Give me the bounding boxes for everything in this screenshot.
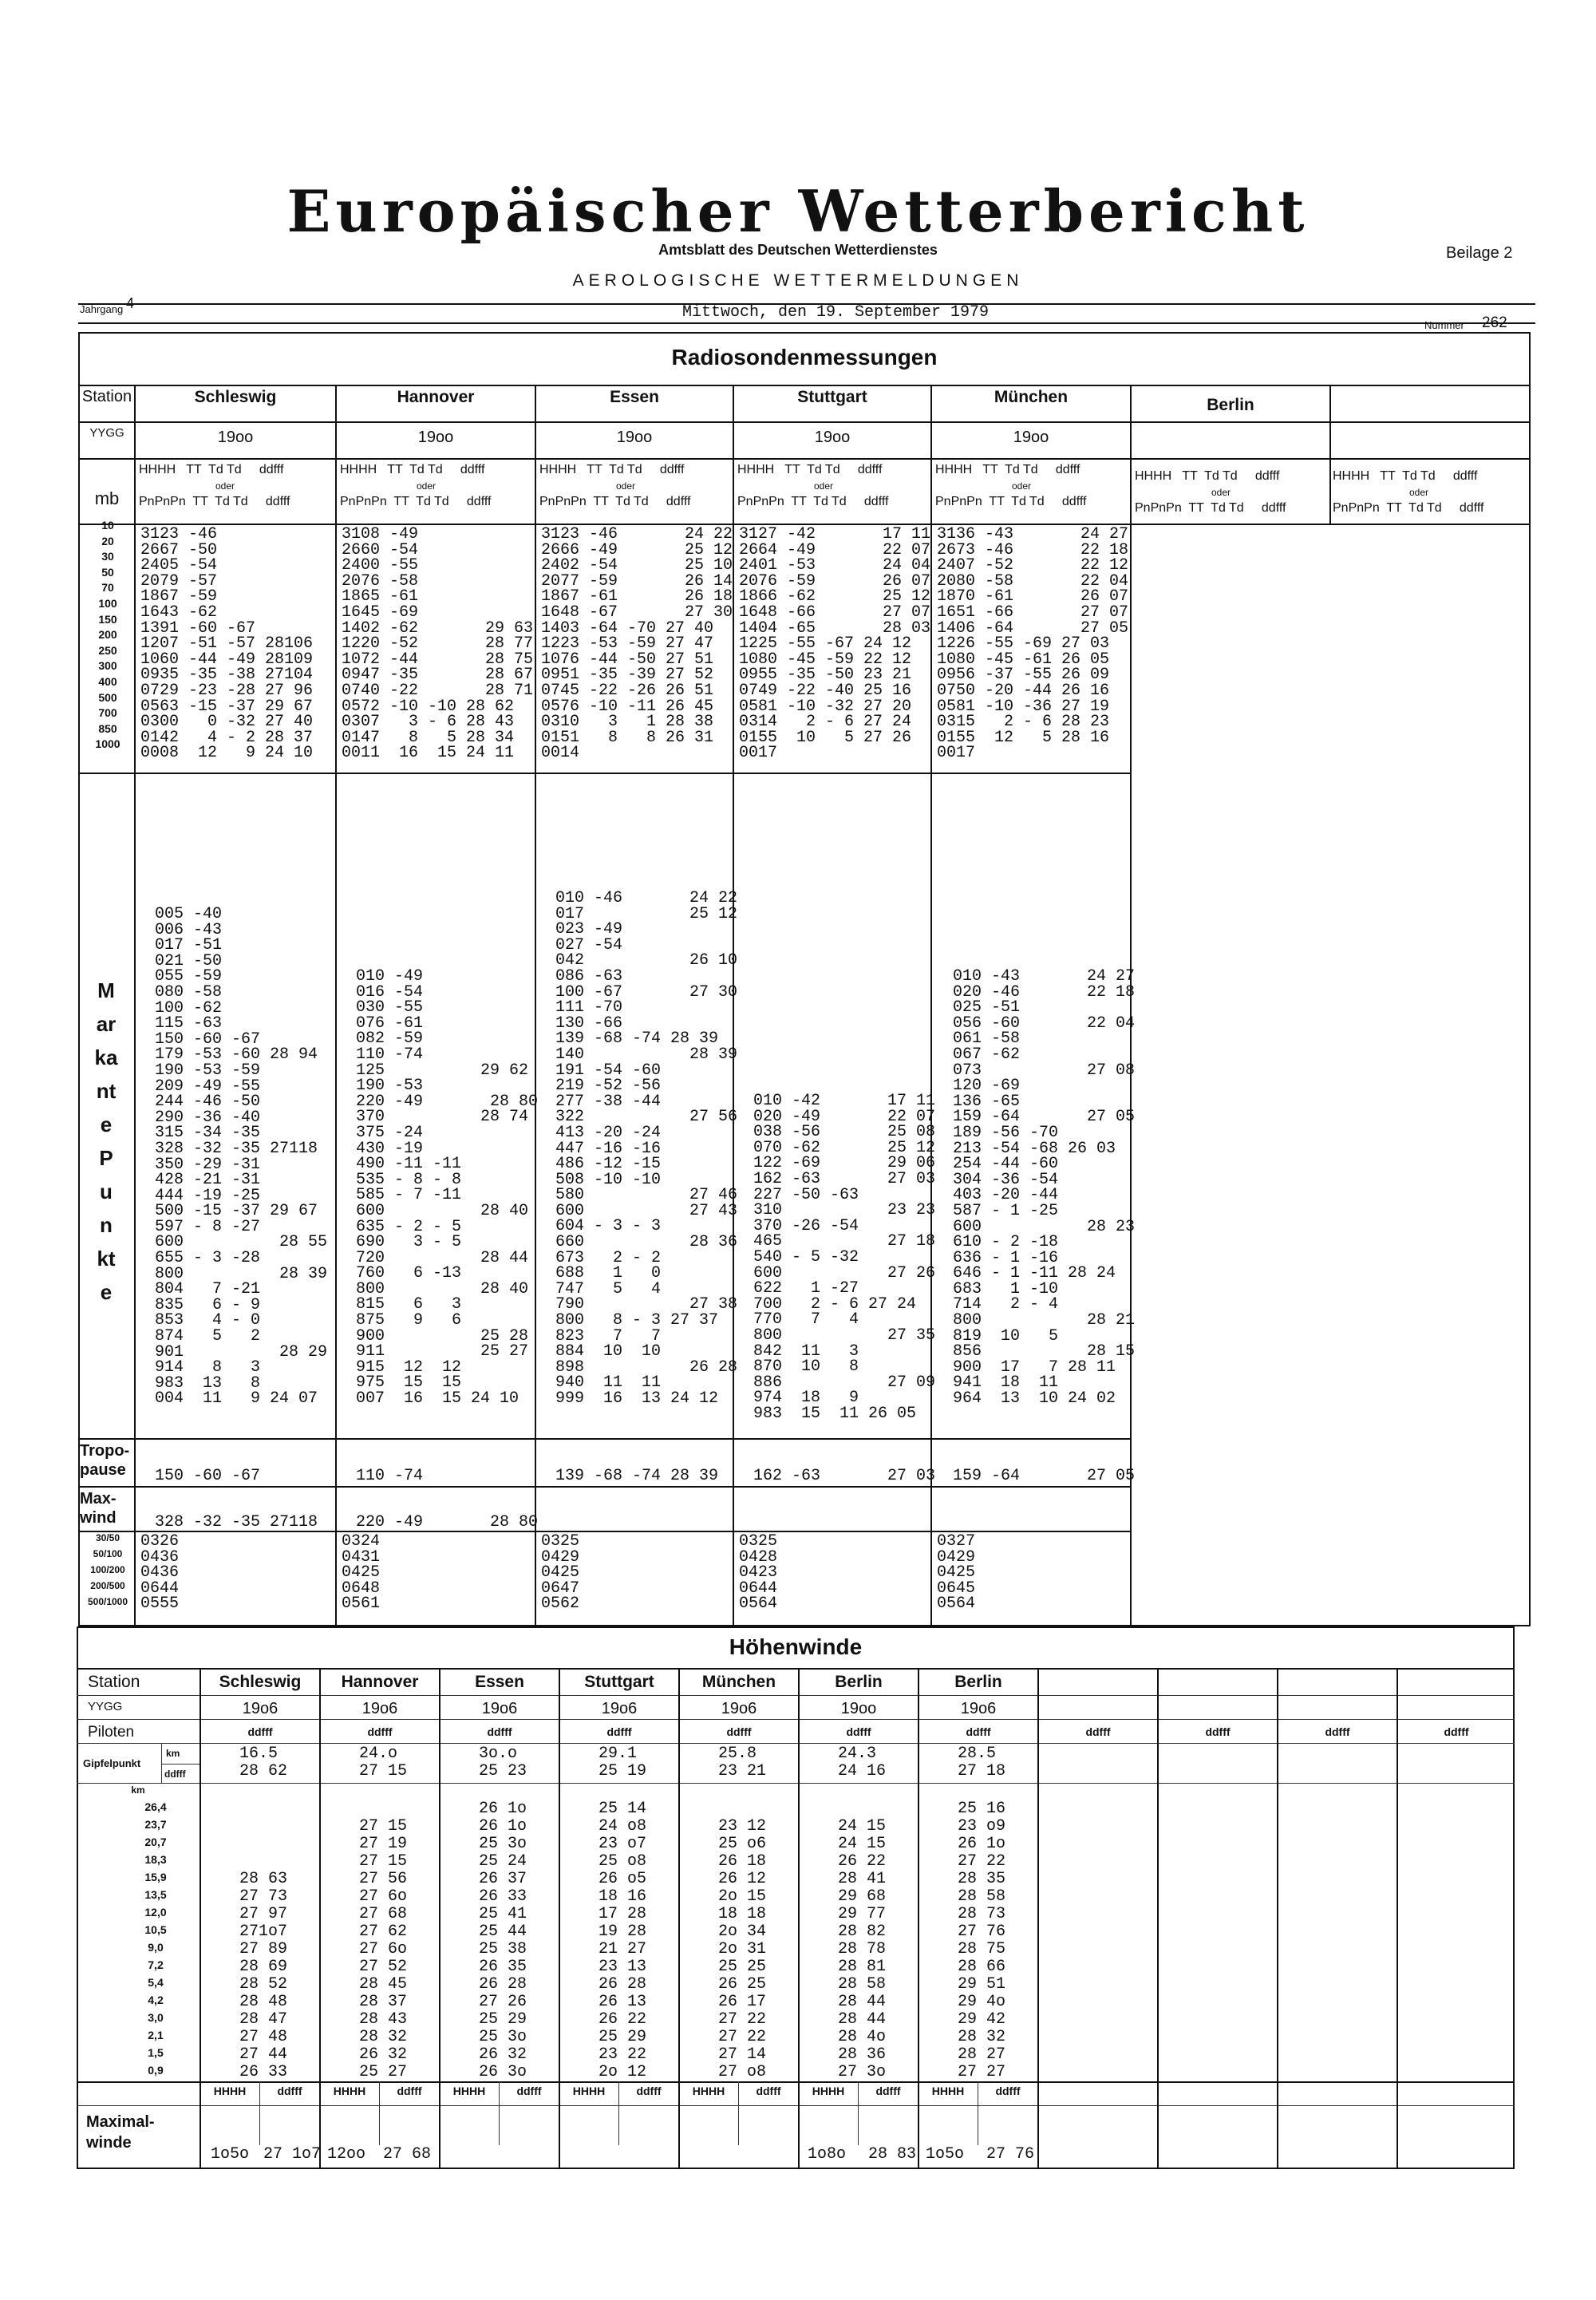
mark-data-schleswig: 005 -40 006 -43 017 -51 021 -50 055 -59 080 -58 100 -62 115 -63 150 -60 -67 179 -53 -60 28 94 190 -53 -59 209 -49 -55 244 -46 -50 290 -36 -40 315 -34 -35 328 -32 -35 27118 350 -29 -31 428 -21 -31 444 -19 -25 500 -15 -37 29 67 597 - 8 -27 600 28 55 655 - 3 -28 800 28 39 804 7 -21 835 6 - 9 853 4 - 0 874 5 2 901 28 29 914 8 3 983 13 8 004 11 9 24 07 xyxy=(155,905,328,1409)
mb-level: 50 xyxy=(101,566,114,579)
station-schleswig: Schleswig xyxy=(194,388,277,406)
section-line: AEROLOGISCHE WETTERMELDUNGEN xyxy=(572,271,1024,290)
hw-yygg: 19o6 xyxy=(481,1700,518,1717)
maxwind-h: 1o8o xyxy=(808,2145,847,2164)
km-level: 26,4 xyxy=(144,1800,167,1813)
rule xyxy=(77,1743,1515,1744)
mb-level: 70 xyxy=(101,581,114,594)
shear-level: 500/1000 xyxy=(87,1596,128,1607)
col-line xyxy=(161,1743,162,1783)
hw-piloten-label: Piloten xyxy=(88,1724,135,1741)
hw-hhhh-header: HHHH xyxy=(572,2085,606,2097)
col-header-oder: oder xyxy=(417,480,437,492)
maxwind-schleswig: 328 -32 -35 27118 xyxy=(155,1513,318,1531)
maxwind-hannover: 220 -49 28 80 xyxy=(356,1513,539,1531)
col-header: HHHH TT Td Td ddfff xyxy=(737,463,883,476)
jahrgang-label: Jahrgang xyxy=(80,303,124,315)
gipfel-km: 24.3 xyxy=(838,1745,877,1763)
hw-ddfff-header: ddfff xyxy=(397,2085,422,2097)
station-stuttgart: Stuttgart xyxy=(797,388,867,406)
mb-level: 30 xyxy=(101,550,114,563)
hw-ddfff-header: ddfff xyxy=(726,1725,752,1738)
yygg-label: YYGG xyxy=(89,426,124,440)
winds-hannover: 27 15 27 19 27 15 27 56 27 6o 27 68 27 62 27 6o 27 52 28 45 28 37 28 43 28 32 26 32 25 27 xyxy=(359,1817,408,2081)
gipfel-dd: 27 18 xyxy=(958,1762,1006,1780)
hoehenwinde-title: Höhenwinde xyxy=(729,1634,863,1659)
shear-muenchen: 0327 0429 0425 0645 0564 xyxy=(937,1532,976,1614)
mark-data-essen: 010 -46 24 22 017 25 12 023 -49 027 -54 042 26 10 086 -63 100 -67 27 30 111 -70 130 -66 139 -68 -74 28 39 140 28 39 191 -54 -60 219 -52 -56 277 -38 -44 322 27 56 413 -20 -24 447 -16 -16 486 -12 -15 508 -10 -10 580 27 46 600 27 43 604 - 3 - 3 660 28 36 673 2 - 2 688 1 0 747 5 4 790 27 38 800 8 - 3 27 37 823 7 7 884 10 10 898 26 28 940 11 11 999 16 13 24 12 xyxy=(555,889,738,1408)
km-level: 2,1 xyxy=(148,2029,164,2041)
col-line xyxy=(930,385,932,1626)
hw-ddfff-header: ddfff xyxy=(1325,1725,1350,1738)
hw-ddfff-header: ddfff xyxy=(487,1725,512,1738)
rule xyxy=(77,2081,1515,2083)
hw-station: Schleswig xyxy=(219,1673,302,1691)
gipfel-dd: 28 62 xyxy=(239,1762,288,1780)
winds-schleswig: 28 63 27 73 27 97 271o7 27 89 28 69 28 52 28 48 28 47 27 48 27 44 26 33 xyxy=(239,1870,288,2081)
rule xyxy=(78,385,1531,386)
col-header: HHHH TT Td Td ddfff xyxy=(1135,469,1280,483)
rule xyxy=(78,1438,1130,1440)
gipfel-dd: 25 23 xyxy=(479,1762,527,1780)
winds-muenchen: 23 12 25 o6 26 18 26 12 2o 15 18 18 2o 34 2o 31 25 25 26 25 26 17 27 22 27 22 27 14 27 o8 xyxy=(718,1817,767,2081)
hw-station: Berlin xyxy=(954,1673,1002,1691)
markante-punkte-text: Markante Punkte xyxy=(94,978,118,1304)
col-header: PnPnPn TT Td Td ddfff xyxy=(737,495,889,508)
col-header: PnPnPn TT Td Td ddfff xyxy=(340,495,492,508)
rule xyxy=(77,1668,1515,1670)
mb-level: 850 xyxy=(98,722,117,735)
gipfel-km: 28.5 xyxy=(958,1745,997,1763)
tropo-stuttgart: 162 -63 27 03 xyxy=(753,1467,936,1485)
gipfel-km: 16.5 xyxy=(239,1745,279,1763)
yygg-value: 19oo xyxy=(1013,429,1049,446)
maxwind-d: 27 76 xyxy=(986,2145,1035,2164)
station-muenchen: München xyxy=(994,388,1069,406)
yygg-value: 19oo xyxy=(814,429,851,446)
col-header: PnPnPn TT Td Td ddfff xyxy=(1333,501,1484,515)
col-header: HHHH TT Td Td ddfff xyxy=(1333,469,1478,483)
mb-level: 20 xyxy=(101,535,114,547)
hw-hhhh-header: HHHH xyxy=(812,2085,845,2097)
mb-level: 1000 xyxy=(95,737,120,750)
col-header: PnPnPn TT Td Td ddfff xyxy=(139,495,290,508)
col-header: HHHH TT Td Td ddfff xyxy=(340,463,485,476)
maxwind-d: 27 1o7 xyxy=(263,2145,322,2164)
km-level: 15,9 xyxy=(144,1871,167,1883)
hw-yygg-label: YYGG xyxy=(88,1700,123,1713)
shear-level: 30/50 xyxy=(95,1532,120,1543)
col-header: PnPnPn TT Td Td ddfff xyxy=(539,495,691,508)
mb-level: 400 xyxy=(98,675,117,688)
hw-ddfff-header: ddfff xyxy=(875,2085,901,2097)
hw-gipfel-label: Gipfelpunkt xyxy=(83,1757,141,1769)
km-level: 1,5 xyxy=(148,2046,164,2059)
hw-yygg: 19o6 xyxy=(721,1700,757,1717)
hw-ddfff-header: ddfff xyxy=(1085,1725,1111,1738)
col-header-oder: oder xyxy=(1012,480,1032,492)
km-level: 9,0 xyxy=(148,1941,164,1954)
rule-bottom xyxy=(78,322,1535,324)
rule xyxy=(78,1486,1130,1488)
col-line xyxy=(858,2081,859,2145)
mark-data-stuttgart: 010 -42 17 11 020 -49 22 07 038 -56 25 08 070 -62 25 12 122 -69 29 06 162 -63 27 03 227 -50 -63 310 23 23 370 -26 -54 465 27 18 540 - 5 -32 600 27 26 622 1 -27 700 2 - 6 27 24 770 7 4 800 27 35 842 11 3 870 10 8 886 27 09 974 18 9 983 15 11 26 05 xyxy=(753,1092,936,1423)
station-berlin: Berlin xyxy=(1207,396,1254,414)
hw-maximal-label: Maximal-winde xyxy=(86,2113,155,2152)
hw-yygg: 19o6 xyxy=(361,1700,398,1717)
hw-ddfff-header: ddfff xyxy=(247,1725,273,1738)
nummer-value: 262 xyxy=(1482,314,1507,331)
yygg-value: 19oo xyxy=(417,429,454,446)
km-level: 5,4 xyxy=(148,1976,164,1989)
hw-ddfff-header: ddfff xyxy=(995,2085,1021,2097)
hw-hhhh-header: HHHH xyxy=(213,2085,247,2097)
tropo-schleswig: 150 -60 -67 xyxy=(155,1467,261,1485)
col-header: PnPnPn TT Td Td ddfff xyxy=(1135,501,1286,515)
nummer-label: Nummer xyxy=(1424,319,1464,331)
col-line xyxy=(1277,1668,1278,2169)
maxwind-label: Max-wind xyxy=(80,1490,117,1527)
shear-essen: 0325 0429 0425 0647 0562 xyxy=(541,1532,580,1614)
col-header: PnPnPn TT Td Td ddfff xyxy=(935,495,1087,508)
jahrgang-value: 4 xyxy=(126,295,135,311)
mb-level: 250 xyxy=(98,644,117,657)
hw-station: Hannover xyxy=(341,1673,419,1691)
hw-gipfel-km: km xyxy=(166,1748,180,1759)
shear-hannover: 0324 0431 0425 0648 0561 xyxy=(342,1532,381,1614)
col-line xyxy=(1396,1668,1398,2169)
col-line xyxy=(738,2081,739,2145)
shear-level: 50/100 xyxy=(93,1548,123,1559)
rule xyxy=(78,421,1531,423)
hw-ddfff-header: ddfff xyxy=(1444,1725,1469,1738)
hw-station: Berlin xyxy=(835,1673,883,1691)
km-level: 10,5 xyxy=(144,1923,167,1936)
shear-level: 200/500 xyxy=(90,1580,125,1591)
gipfel-dd: 23 21 xyxy=(718,1762,767,1780)
station-label: Station xyxy=(81,388,132,405)
gipfel-km: 24.o xyxy=(359,1745,398,1763)
hw-yygg: 19o6 xyxy=(960,1700,997,1717)
hw-ddfff-header: ddfff xyxy=(756,2085,781,2097)
hw-ddfff-header: ddfff xyxy=(606,1725,632,1738)
gipfel-dd: 25 19 xyxy=(598,1762,647,1780)
tropo-hannover: 110 -74 xyxy=(356,1467,424,1485)
standard-data-stuttgart: 3127 -42 17 11 2664 -49 22 07 2401 -53 24 04 2076 -59 26 07 1866 -62 25 12 1648 -66 27 07 1404 -65 28 03 1225 -55 -67 24 12 1080 -45 -59 22 12 0955 -35 -50 23 21 0749 -22 -40 25 16 0581 -10 -32 27 20 0314 2 - 6 27 24 0155 10 5 27 26 0017 xyxy=(739,525,931,763)
markante-punkte-label xyxy=(94,974,118,1309)
gipfel-dd: 24 16 xyxy=(838,1762,887,1780)
shear-schleswig: 0326 0436 0436 0644 0555 xyxy=(140,1532,180,1614)
mark-data-hannover: 010 -49 016 -54 030 -55 076 -61 082 -59 110 -74 125 29 62 190 -53 220 -49 28 80 370 28 74 375 -24 430 -19 490 -11 -11 535 - 8 - 8 585 - 7 -11 600 28 40 635 - 2 - 5 690 3 - 5 720 28 44 760 6 -13 800 28 40 815 6 3 875 9 6 900 25 28 911 25 27 915 12 12 975 15 15 007 16 15 24 10 xyxy=(356,967,539,1409)
col-header: HHHH TT Td Td ddfff xyxy=(935,463,1080,476)
col-line xyxy=(1037,1668,1039,2169)
newspaper-title: Europäischer Wetterbericht xyxy=(286,177,1310,245)
mb-label: mb xyxy=(94,488,120,508)
station-essen: Essen xyxy=(610,388,659,406)
hw-ddfff-header: ddfff xyxy=(516,2085,542,2097)
col-header-oder: oder xyxy=(215,480,235,492)
col-header-oder: oder xyxy=(616,480,636,492)
hw-ddfff-header: ddfff xyxy=(367,1725,393,1738)
hw-ddfff-header: ddfff xyxy=(966,1725,991,1738)
gipfel-km: 3o.o xyxy=(479,1745,518,1763)
standard-data-hannover: 3108 -49 2660 -54 2400 -55 2076 -58 1865 -61 1645 -69 1402 -62 29 63 1220 -52 28 77 1072 -44 28 75 0947 -35 28 67 0740 -22 28 71 0572 -10 -10 28 62 0307 3 - 6 28 43 0147 8 5 28 34 0011 16 15 24 11 xyxy=(342,525,534,763)
hw-ddfff-header: ddfff xyxy=(636,2085,662,2097)
winds-essen: 26 1o 26 1o 25 3o 25 24 26 37 26 33 25 41 25 44 25 38 26 35 26 28 27 26 25 29 25 3o 26 32 26 3o xyxy=(479,1800,527,2081)
standard-data-essen: 3123 -46 24 22 2666 -49 25 12 2402 -54 25 10 2077 -59 26 14 1867 -61 26 18 1648 -67 27 30 1403 -64 -70 27 40 1223 -53 -59 27 47 1076 -44 -50 27 51 0951 -35 -39 27 52 0745 -22 -26 26 51 0576 -10 -11 26 45 0310 3 1 28 38 0151 8 8 26 31 0014 xyxy=(541,525,733,763)
maxwind-h: 1o5o xyxy=(211,2145,250,2164)
hw-hhhh-header: HHHH xyxy=(692,2085,725,2097)
standard-data-muenchen: 3136 -43 24 27 2673 -46 22 18 2407 -52 22 12 2080 -58 22 04 1870 -61 26 07 1651 -66 27 07 1406 -64 27 05 1226 -55 -69 27 03 1080 -45 -61 26 05 0956 -37 -55 26 09 0750 -20 -44 26 16 0581 -10 -36 27 19 0315 2 - 6 28 23 0155 12 5 28 16 0017 xyxy=(937,525,1129,763)
maxwind-d: 27 68 xyxy=(383,2145,432,2164)
km-level: 18,3 xyxy=(144,1853,167,1866)
station-hannover: Hannover xyxy=(397,388,475,406)
col-line xyxy=(499,2081,500,2145)
km-level: 7,2 xyxy=(148,1958,164,1971)
gipfel-km: 29.1 xyxy=(598,1745,638,1763)
col-header-oder: oder xyxy=(1211,487,1231,498)
hw-yygg: 19o6 xyxy=(601,1700,638,1717)
rule xyxy=(77,1719,1515,1720)
hw-ddfff-header: ddfff xyxy=(846,1725,871,1738)
col-line xyxy=(1329,385,1331,524)
mark-data-muenchen: 010 -43 24 27 020 -46 22 18 025 -51 056 -60 22 04 061 -58 067 -62 073 27 08 120 -69 136 -65 159 -64 27 05 189 -56 -70 213 -54 -68 26 03 254 -44 -60 304 -36 -54 403 -20 -44 587 - 1 -25 600 28 23 610 - 2 -18 636 - 1 -16 646 - 1 -11 28 24 683 1 -10 714 2 - 4 800 28 21 819 10 5 856 28 15 900 17 7 28 11 941 18 11 964 13 10 24 02 xyxy=(953,967,1136,1409)
gipfel-km: 25.8 xyxy=(718,1745,757,1763)
tropopause-label: Tropo-pause xyxy=(80,1442,130,1479)
maxwind-h: 1o5o xyxy=(926,2145,965,2164)
maxwind-h: 12oo xyxy=(327,2145,366,2164)
hw-hhhh-header: HHHH xyxy=(452,2085,486,2097)
mb-level: 150 xyxy=(98,613,117,626)
radiosonde-title: Radiosondenmessungen xyxy=(671,345,938,370)
shear-stuttgart: 0325 0428 0423 0644 0564 xyxy=(739,1532,778,1614)
mb-level: 300 xyxy=(98,659,117,672)
shear-level: 100/200 xyxy=(90,1564,125,1575)
beilage-label: Beilage 2 xyxy=(1446,244,1513,262)
hw-ddfff-header: ddfff xyxy=(277,2085,302,2097)
km-level: 12,0 xyxy=(144,1906,167,1919)
hw-km-label: km xyxy=(131,1784,145,1796)
rule xyxy=(77,1783,1515,1784)
mb-level: 700 xyxy=(98,706,117,719)
hw-ddfff-header: ddfff xyxy=(1205,1725,1231,1738)
issue-date: Mittwoch, den 19. September 1979 xyxy=(682,303,990,322)
yygg-value: 19oo xyxy=(217,429,254,446)
col-line xyxy=(618,2081,619,2145)
col-line xyxy=(1157,1668,1159,2169)
km-level: 20,7 xyxy=(144,1836,167,1848)
hw-hhhh-header: HHHH xyxy=(931,2085,965,2097)
km-level: 3,0 xyxy=(148,2011,164,2024)
gipfel-dd: 27 15 xyxy=(359,1762,408,1780)
rule-top xyxy=(78,303,1535,305)
mb-level: 100 xyxy=(98,597,117,610)
tropo-muenchen: 159 -64 27 05 xyxy=(953,1467,1136,1485)
col-line xyxy=(335,385,337,1626)
rule xyxy=(77,2105,1515,2106)
hw-yygg: 19o6 xyxy=(242,1700,279,1717)
hw-yygg: 19oo xyxy=(840,1700,877,1717)
km-level: 23,7 xyxy=(144,1818,167,1831)
winds-berlin-2: 25 16 23 o9 26 1o 27 22 28 35 28 58 28 73 27 76 28 75 28 66 29 51 29 4o 29 42 28 32 28 27 27 27 xyxy=(958,1800,1006,2081)
rule xyxy=(78,773,1130,774)
winds-stuttgart: 25 14 24 o8 23 o7 25 o8 26 o5 18 16 17 28 19 28 21 27 23 13 26 28 26 13 26 22 25 29 23 22 2o 12 xyxy=(598,1800,647,2081)
rule xyxy=(78,458,1531,460)
km-level: 0,9 xyxy=(148,2064,164,2077)
col-header-oder: oder xyxy=(1409,487,1429,498)
hw-station: München xyxy=(701,1673,776,1691)
col-line xyxy=(259,2081,260,2145)
standard-data-schleswig: 3123 -46 2667 -50 2405 -54 2079 -57 1867 -59 1643 -62 1391 -60 -67 1207 -51 -57 28106 1060 -44 -49 28109 0935 -35 -38 27104 0729 -23 -28 27 96 0563 -15 -37 29 67 0300 0 -32 27 40 0142 4 - 2 28 37 0008 12 9 24 10 xyxy=(140,525,314,763)
yygg-value: 19oo xyxy=(616,429,653,446)
mb-level: 500 xyxy=(98,691,117,704)
km-level: 4,2 xyxy=(148,1994,164,2006)
maxwind-d: 28 83 xyxy=(868,2145,917,2164)
col-header: HHHH TT Td Td ddfff xyxy=(139,463,284,476)
hw-hhhh-header: HHHH xyxy=(333,2085,366,2097)
rule xyxy=(161,1764,200,1765)
rule xyxy=(77,1695,1515,1696)
col-line xyxy=(379,2081,380,2145)
col-header: HHHH TT Td Td ddfff xyxy=(539,463,685,476)
tropo-essen: 139 -68 -74 28 39 xyxy=(555,1467,719,1485)
km-level: 13,5 xyxy=(144,1888,167,1901)
subtitle: Amtsblatt des Deutschen Wetterdienstes xyxy=(658,242,938,258)
hw-station: Essen xyxy=(475,1673,524,1691)
col-header-oder: oder xyxy=(814,480,834,492)
hw-station: Stuttgart xyxy=(584,1673,654,1691)
hw-gipfel-ddfff: ddfff xyxy=(164,1768,186,1780)
hw-station-label: Station xyxy=(88,1673,140,1691)
mb-level: 200 xyxy=(98,628,117,641)
winds-berlin-1: 24 15 24 15 26 22 28 41 29 68 29 77 28 82 28 78 28 81 28 58 28 44 28 44 28 4o 28 36 27 3o xyxy=(838,1817,887,2081)
mb-level: 10 xyxy=(101,519,114,532)
